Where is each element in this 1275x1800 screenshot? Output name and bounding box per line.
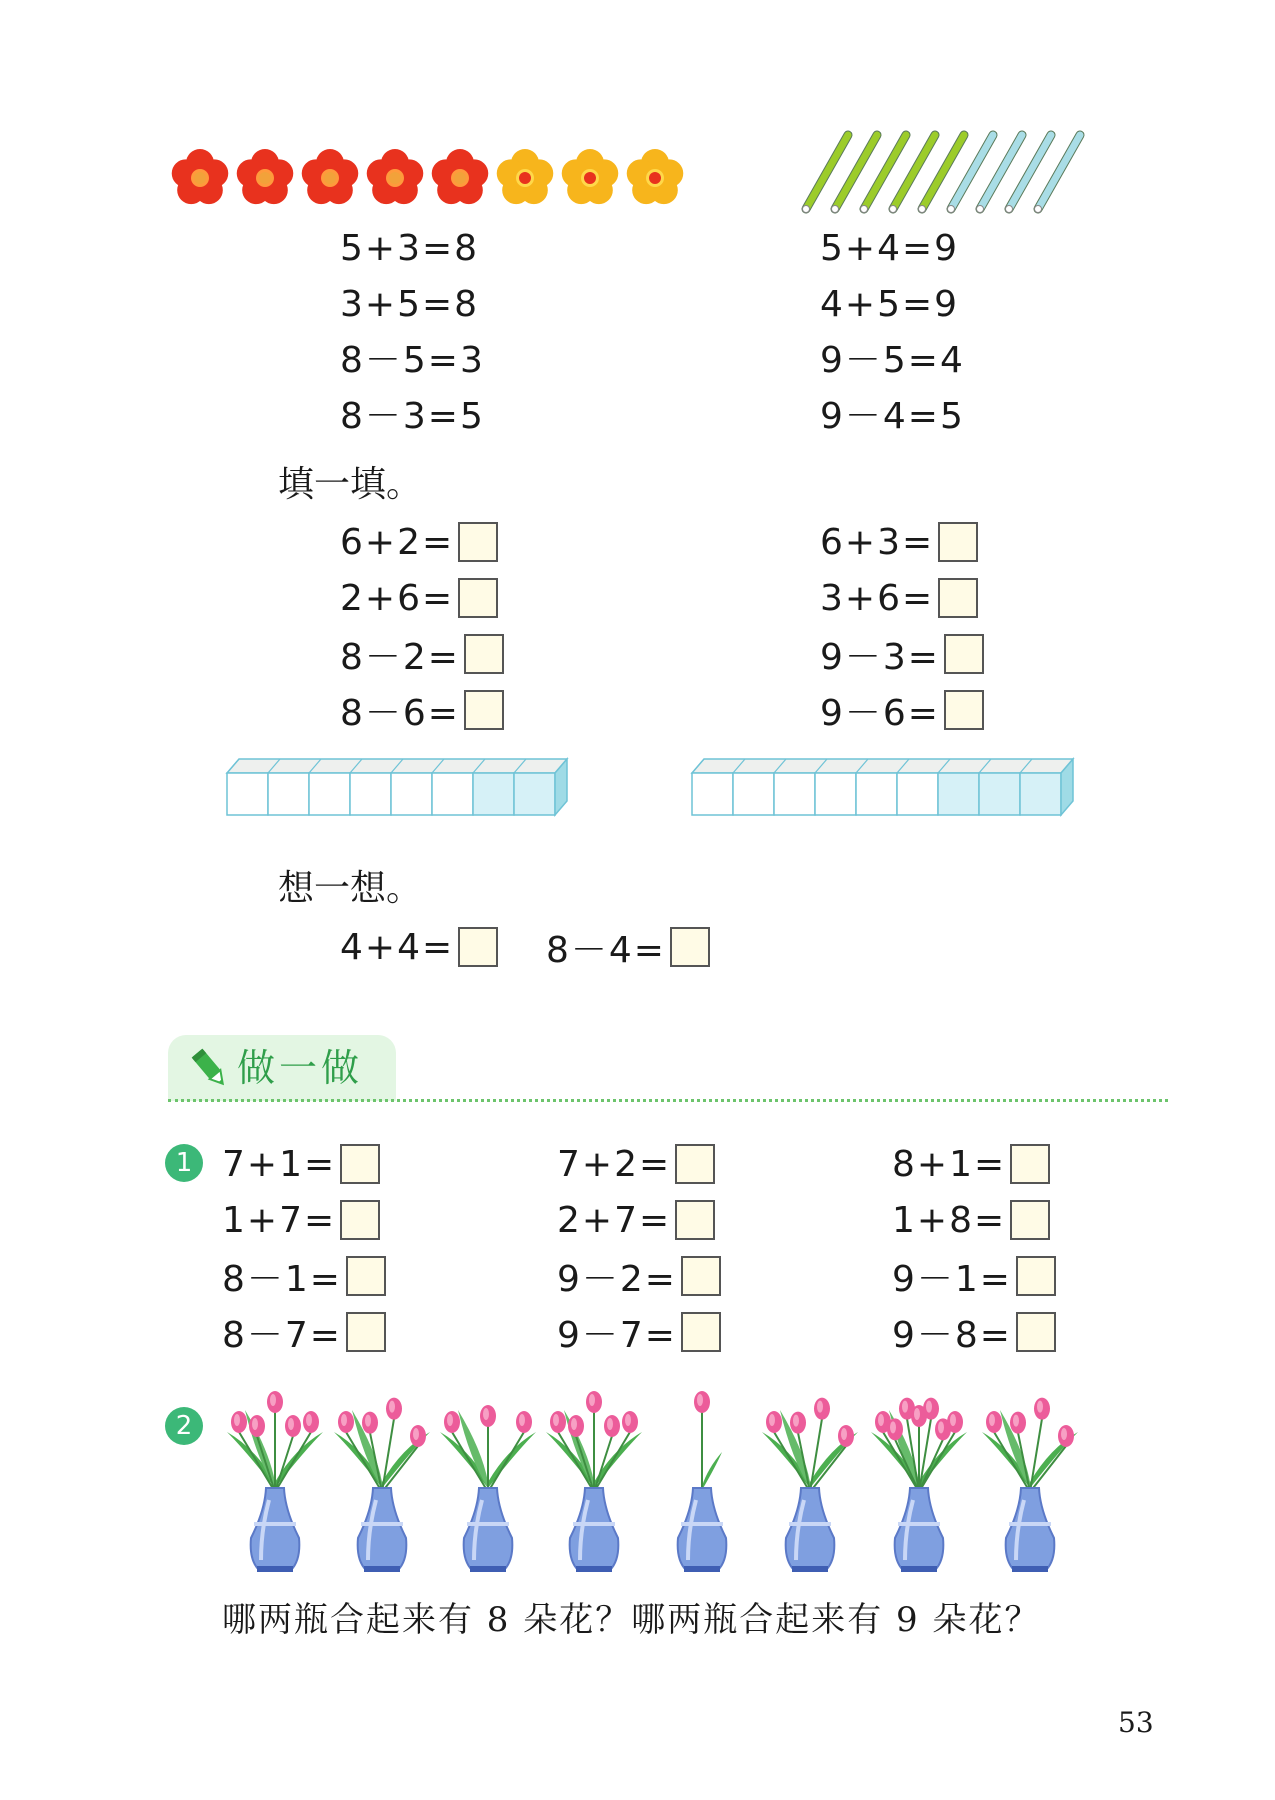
exercise-item <box>892 1198 1050 1242</box>
answer-box[interactable] <box>675 1144 715 1184</box>
equation: 5+4=9 <box>820 228 960 269</box>
tulip <box>480 1405 496 1427</box>
red-flower <box>237 149 294 204</box>
fill-in-item <box>820 688 984 732</box>
exercise-item <box>892 1254 1056 1298</box>
vase <box>871 1398 967 1572</box>
exercise-2-badge: 2 <box>165 1407 203 1445</box>
fill-in-item <box>340 688 504 732</box>
yellow-flower <box>627 149 684 204</box>
equation-text: 6+3= <box>820 521 935 563</box>
cube <box>432 773 473 815</box>
equation-text: 9－6= <box>820 692 940 734</box>
red-flower <box>432 149 489 204</box>
answer-box[interactable] <box>1016 1312 1056 1352</box>
answer-box[interactable] <box>944 634 984 674</box>
equation-text: 8－2= <box>340 636 460 678</box>
vase <box>334 1398 430 1572</box>
red-flower <box>172 149 229 204</box>
vase <box>440 1405 536 1572</box>
equation: 4+5=9 <box>820 284 960 325</box>
answer-box[interactable] <box>1010 1200 1050 1240</box>
equation-text: 9－1= <box>892 1258 1012 1300</box>
equation: 9－4=5 <box>820 396 965 437</box>
answer-box[interactable] <box>1010 1144 1050 1184</box>
answer-box[interactable] <box>675 1200 715 1240</box>
exercise-item <box>222 1310 386 1354</box>
equation: 3+5=8 <box>340 284 480 325</box>
vase <box>982 1398 1078 1572</box>
answer-box[interactable] <box>938 578 978 618</box>
answer-box[interactable] <box>458 578 498 618</box>
pencil-icon <box>188 1044 232 1090</box>
equation-text: 8+1= <box>892 1143 1007 1185</box>
equation-text: 8－4= <box>546 929 666 971</box>
tulip <box>516 1411 532 1433</box>
yellow-flower <box>562 149 619 204</box>
cube-bar-9 <box>690 755 1090 820</box>
tulip <box>410 1425 426 1447</box>
cube <box>350 773 391 815</box>
equation-text: 8－6= <box>340 692 460 734</box>
cube-highlighted <box>514 773 555 815</box>
tulip <box>1034 1398 1050 1420</box>
cube <box>227 773 268 815</box>
cube <box>692 773 733 815</box>
yellow-flower <box>497 149 554 204</box>
cube <box>268 773 309 815</box>
equation-text: 2+7= <box>557 1199 672 1241</box>
answer-box[interactable] <box>340 1200 380 1240</box>
cube <box>391 773 432 815</box>
answer-box[interactable] <box>340 1144 380 1184</box>
equation-text: 1+7= <box>222 1199 337 1241</box>
tulip <box>887 1418 903 1440</box>
practice-title: 做一做 <box>237 1046 364 1090</box>
tulip <box>231 1411 247 1433</box>
cube <box>815 773 856 815</box>
page-number: 53 <box>1118 1706 1154 1739</box>
fill-in-item <box>340 632 504 676</box>
tulip <box>586 1391 602 1413</box>
tulip <box>766 1411 782 1433</box>
exercise-item <box>557 1310 721 1354</box>
tulip <box>604 1415 620 1437</box>
exercise-item <box>222 1142 380 1186</box>
equation-text: 9－8= <box>892 1314 1012 1356</box>
vase <box>762 1398 858 1572</box>
equation-text: 6+2= <box>340 521 455 563</box>
vase <box>678 1391 727 1572</box>
red-flower <box>302 149 359 204</box>
think-heading: 想一想。 <box>278 868 423 909</box>
tulip <box>362 1412 378 1434</box>
fill-in-item <box>340 520 498 564</box>
cube <box>856 773 897 815</box>
equation-text: 8－7= <box>222 1314 342 1356</box>
equation-text: 9－2= <box>557 1258 677 1300</box>
vases-illustration <box>205 1370 1105 1580</box>
tulip <box>386 1398 402 1420</box>
tulip <box>923 1398 939 1420</box>
cube <box>733 773 774 815</box>
answer-box[interactable] <box>464 690 504 730</box>
fill-in-item <box>820 576 978 620</box>
equation: 5+3=8 <box>340 228 480 269</box>
answer-box[interactable] <box>458 927 498 967</box>
tulip <box>444 1411 460 1433</box>
answer-box[interactable] <box>681 1256 721 1296</box>
equation: 9－5=4 <box>820 340 965 381</box>
tulip <box>338 1411 354 1433</box>
cube-highlighted <box>473 773 514 815</box>
vase <box>546 1391 642 1572</box>
tulip <box>694 1391 710 1413</box>
fill-in-item <box>820 520 978 564</box>
exercise-1-badge: 1 <box>165 1144 203 1182</box>
cube <box>774 773 815 815</box>
cube <box>309 773 350 815</box>
equation-text: 7+2= <box>557 1143 672 1185</box>
tulip <box>1058 1425 1074 1447</box>
answer-box[interactable] <box>464 634 504 674</box>
fill-in-heading: 填一填。 <box>278 464 423 505</box>
exercise-item <box>557 1142 715 1186</box>
cube-highlighted <box>938 773 979 815</box>
answer-box[interactable] <box>938 522 978 562</box>
exercise-item <box>222 1254 386 1298</box>
exercise-item <box>557 1254 721 1298</box>
answer-box[interactable] <box>670 927 710 967</box>
tulip <box>622 1411 638 1433</box>
vase <box>227 1391 323 1572</box>
tulip <box>1010 1412 1026 1434</box>
fill-in-item <box>340 576 498 620</box>
red-flower <box>367 149 424 204</box>
answer-box[interactable] <box>346 1312 386 1352</box>
tulip <box>790 1412 806 1434</box>
tulip <box>285 1415 301 1437</box>
tulip <box>550 1411 566 1433</box>
equation-text: 7+1= <box>222 1143 337 1185</box>
answer-box[interactable] <box>346 1256 386 1296</box>
tulip <box>267 1391 283 1413</box>
think-item <box>340 925 498 969</box>
think-item <box>546 925 710 969</box>
exercise-item <box>892 1310 1056 1354</box>
equation-text: 4+4= <box>340 926 455 968</box>
fill-in-item <box>820 632 984 676</box>
equation-text: 9－3= <box>820 636 940 678</box>
tulip <box>568 1415 584 1437</box>
answer-box[interactable] <box>1016 1256 1056 1296</box>
equation-text: 2+6= <box>340 577 455 619</box>
tulip <box>303 1411 319 1433</box>
tulip <box>249 1415 265 1437</box>
flowers-illustration <box>168 140 698 220</box>
equation: 8－3=5 <box>340 396 485 437</box>
sticks-illustration <box>790 125 1090 225</box>
tulip <box>986 1411 1002 1433</box>
equation-text: 8－1= <box>222 1258 342 1300</box>
exercise-item <box>222 1198 380 1242</box>
section-divider <box>168 1099 1168 1102</box>
tulip <box>838 1425 854 1447</box>
tulip <box>814 1398 830 1420</box>
equation: 8－5=3 <box>340 340 485 381</box>
exercise-item <box>557 1198 715 1242</box>
answer-box[interactable] <box>458 522 498 562</box>
equation-text: 1+8= <box>892 1199 1007 1241</box>
cube-highlighted <box>979 773 1020 815</box>
equation-text: 3+6= <box>820 577 935 619</box>
cube-highlighted <box>1020 773 1061 815</box>
equation-text: 9－7= <box>557 1314 677 1356</box>
answer-box[interactable] <box>944 690 984 730</box>
tulip <box>947 1411 963 1433</box>
answer-box[interactable] <box>681 1312 721 1352</box>
cube-bar-8 <box>225 755 575 820</box>
cube <box>897 773 938 815</box>
exercise-2-question: 哪两瓶合起来有 8 朵花？哪两瓶合起来有 9 朵花？ <box>222 1600 1041 1640</box>
exercise-item <box>892 1142 1050 1186</box>
